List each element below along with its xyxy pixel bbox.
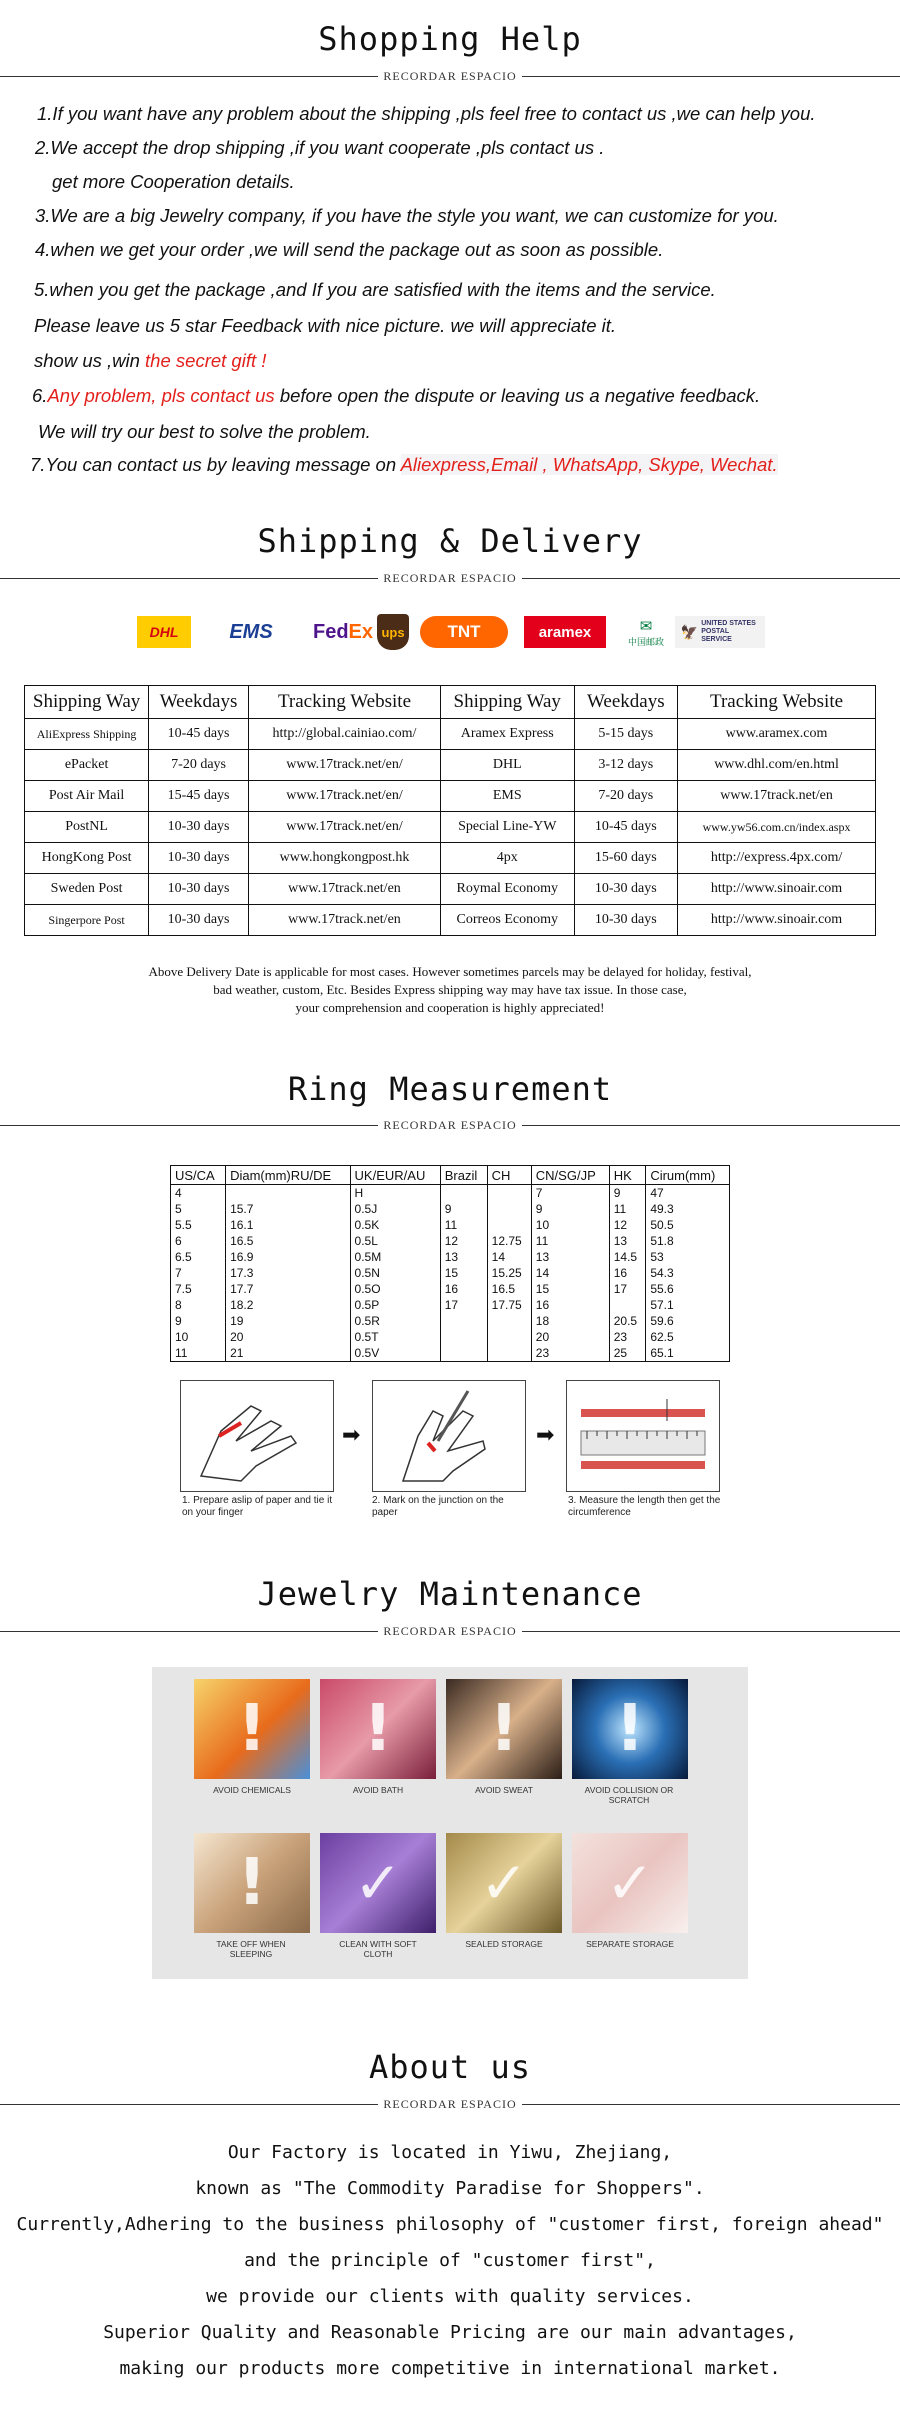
table-cell: Post Air Mail [25,781,149,812]
table-header-row [171,1166,730,1185]
table-row [171,1233,730,1249]
contact-channels-text: Aliexpress,Email , WhatsApp, Skype, Wechat. [400,454,778,475]
about-line-4: and the principle of "customer first", [244,2250,656,2271]
table-cell: Aramex Express [440,719,574,750]
table-cell: 14 [531,1265,609,1281]
help-line-6: 6.Any problem, pls contact us before open the dispute or leaving us a negative feedback. [32,385,761,406]
secret-gift-text: the secret gift ! [145,350,267,371]
table-cell [487,1313,531,1329]
aramex-logo: aramex [524,616,606,648]
table-row [171,1281,730,1297]
ups-logo: ups [377,614,409,650]
maintenance-panel [152,1667,748,1979]
table-cell: Singerpore Post [25,905,149,936]
column-header: CH [487,1166,531,1185]
table-cell: 49.3 [646,1201,730,1217]
table-cell: 16 [440,1281,487,1297]
table-cell: www.17track.net/en/ [248,781,440,812]
ruler-icon [567,1381,719,1491]
table-cell [226,1185,350,1202]
section-title-ring: Ring Measurement [287,1070,613,1108]
table-row [171,1329,730,1345]
table-cell: 12 [609,1217,646,1233]
table-cell: 16.1 [226,1217,350,1233]
tile-caption: AVOID COLLISION OR SCRATCH [584,1785,674,1805]
table-cell: HongKong Post [25,843,149,874]
table-cell: 16 [531,1297,609,1313]
table-cell: 4px [440,843,574,874]
table-cell: 17.75 [487,1297,531,1313]
table-cell: 10-45 days [574,812,678,843]
contact-us-text: Any problem, pls contact us [47,385,275,406]
warning-mark-icon: ! [237,1692,267,1766]
column-header: CN/SG/JP [531,1166,609,1185]
table-cell: H [350,1185,440,1202]
table-cell [487,1329,531,1345]
table-cell: 6.5 [171,1249,226,1265]
tile-caption: SEALED STORAGE [465,1939,543,1949]
check-mark-icon: ✓ [479,1849,529,1917]
table-cell: 16.9 [226,1249,350,1265]
table-cell: www.17track.net/en/ [248,750,440,781]
fedex-logo: Fed Ex [312,620,374,643]
table-cell: 18 [531,1313,609,1329]
table-cell: www.17track.net/en/ [248,812,440,843]
section-title-about: About us [368,2048,532,2086]
table-cell: 15 [531,1281,609,1297]
help-line-1: 1.If you want have any problem about the shipping ,pls feel free to contact us ,we can help you. [37,103,816,124]
warning-mark-icon: ! [489,1692,519,1766]
table-row [25,750,876,781]
table-cell: AliExpress Shipping [25,719,149,750]
table-cell: 13 [531,1249,609,1265]
table-cell: 4 [171,1185,226,1202]
table-row [171,1201,730,1217]
table-cell: 10 [171,1329,226,1345]
table-cell [609,1297,646,1313]
dhl-logo: DHL [137,616,191,648]
table-cell: 14.5 [609,1249,646,1265]
warning-mark-icon: ! [615,1692,645,1766]
table-cell: 9 [531,1201,609,1217]
tile-caption: CLEAN WITH SOFT CLOTH [339,1939,417,1959]
section-subtitle: RECORDAR ESPACIO [0,2095,900,2115]
table-row [25,843,876,874]
table-cell: 0.5M [350,1249,440,1265]
table-cell [440,1185,487,1202]
ring-size-table [170,1165,730,1362]
table-cell: 5 [171,1201,226,1217]
table-row [171,1345,730,1362]
table-cell: 10-30 days [149,905,249,936]
table-row [25,905,876,936]
tile-caption: TAKE OFF WHEN SLEEPING [216,1939,286,1959]
table-row [171,1185,730,1202]
carrier-logos [135,610,765,654]
table-cell: 13 [440,1249,487,1265]
table-cell: 20.5 [609,1313,646,1329]
ems-logo: EMS [229,620,273,643]
table-cell: 11 [531,1233,609,1249]
table-cell: Correos Economy [440,905,574,936]
help-line-5: 5.when you get the package ,and If you are satisfied with the items and the service. [34,279,716,300]
help-line-5c: show us ,win the secret gift ! [34,350,267,371]
table-cell: www.dhl.com/en.html [678,750,876,781]
measure-step-3-illustration [566,1380,720,1492]
mark-pen-icon [373,1381,525,1491]
delivery-note: Above Delivery Date is applicable for most cases. However sometimes parcels may be delayed for holiday, festival, bad weather, custom, Etc. Besides Express shipping way may have tax issue. In those case, your comprehension and cooperation is highly appreciated! [148,964,752,1015]
column-header: Shipping Way [440,686,574,719]
warning-mark-icon: ! [237,1846,267,1920]
table-cell: Special Line-YW [440,812,574,843]
table-cell: 16 [609,1265,646,1281]
table-cell: 13 [609,1233,646,1249]
table-cell: www.17track.net/en [248,874,440,905]
table-row [25,812,876,843]
table-cell: 17.3 [226,1265,350,1281]
help-line-7: 7.You can contact us by leaving message on Aliexpress,Email , WhatsApp, Skype, Wechat. [30,454,778,475]
table-cell: 7-20 days [149,750,249,781]
table-cell [487,1217,531,1233]
table-cell: 47 [646,1185,730,1202]
table-cell: 9 [171,1313,226,1329]
table-cell: 7 [171,1265,226,1281]
table-cell: 10-30 days [149,874,249,905]
table-cell: 23 [609,1329,646,1345]
column-header: Tracking Website [678,686,876,719]
column-header: Weekdays [149,686,249,719]
hand-paper-icon [181,1381,333,1491]
table-cell: 17 [440,1297,487,1313]
table-cell: 6 [171,1233,226,1249]
table-cell: 14 [487,1249,531,1265]
table-cell [487,1345,531,1362]
table-cell: 7.5 [171,1281,226,1297]
column-header: Cirum(mm) [646,1166,730,1185]
table-cell: 15.25 [487,1265,531,1281]
table-cell: 0.5R [350,1313,440,1329]
table-cell: 51.8 [646,1233,730,1249]
table-cell: www.17track.net/en [248,905,440,936]
table-cell: 57.1 [646,1297,730,1313]
section-title-shipping: Shipping & Delivery [257,522,643,560]
table-cell: 11 [440,1217,487,1233]
table-cell: http://www.sinoair.com [678,905,876,936]
table-cell: 9 [440,1201,487,1217]
arrow-right-icon: ➡ [342,1422,361,1447]
table-cell: 3-12 days [574,750,678,781]
table-row [25,781,876,812]
tile-caption: SEPARATE STORAGE [586,1939,674,1949]
table-cell: http://express.4px.com/ [678,843,876,874]
table-cell: 10-30 days [574,874,678,905]
column-header: HK [609,1166,646,1185]
table-row [171,1297,730,1313]
check-mark-icon: ✓ [353,1849,403,1917]
measure-step-3-caption: 3. Measure the length then get the circumference [568,1495,721,1518]
table-cell: 12 [440,1233,487,1249]
tile-caption: AVOID SWEAT [475,1785,533,1795]
table-cell: 17.7 [226,1281,350,1297]
column-header: UK/EUR/AU [350,1166,440,1185]
section-title-maintenance: Jewelry Maintenance [257,1575,643,1613]
shipping-table [24,685,876,936]
measure-step-2-caption: 2. Mark on the junction on the paper [372,1495,504,1518]
measure-step-1-caption: 1. Prepare aslip of paper and tie it on your finger [182,1495,333,1518]
table-cell: 0.5V [350,1345,440,1362]
table-cell: 20 [226,1329,350,1345]
table-cell: 15-60 days [574,843,678,874]
help-line-2b: get more Cooperation details. [52,171,295,192]
table-cell: www.aramex.com [678,719,876,750]
section-title-shopping-help: Shopping Help [318,20,582,58]
table-cell: 7-20 days [574,781,678,812]
table-cell: 0.5P [350,1297,440,1313]
table-cell: 59.6 [646,1313,730,1329]
help-line-5b: Please leave us 5 star Feedback with nice picture. we will appreciate it. [34,315,617,336]
table-cell: 53 [646,1249,730,1265]
usps-logo: 🦅 UNITED STATES POSTAL SERVICE [675,616,765,648]
table-cell: 16.5 [226,1233,350,1249]
table-cell: Roymal Economy [440,874,574,905]
table-cell: 17 [609,1281,646,1297]
measure-step-2-illustration [372,1380,526,1492]
help-line-2: 2.We accept the drop shipping ,if you want cooperate ,pls contact us . [35,137,605,158]
table-cell: 0.5T [350,1329,440,1345]
table-cell: 55.6 [646,1281,730,1297]
table-cell: http://www.sinoair.com [678,874,876,905]
tile-caption: AVOID BATH [352,1785,404,1795]
table-cell: 5.5 [171,1217,226,1233]
table-cell: 10-30 days [149,843,249,874]
table-cell: 16.5 [487,1281,531,1297]
measure-step-1-illustration [180,1380,334,1492]
table-cell [440,1313,487,1329]
section-subtitle: RECORDAR ESPACIO [0,1116,900,1136]
about-line-6: Superior Quality and Reasonable Pricing are our main advantages, [103,2322,797,2343]
table-cell: 10-30 days [574,905,678,936]
table-cell: 10 [531,1217,609,1233]
table-row [171,1249,730,1265]
table-cell: ePacket [25,750,149,781]
table-cell: 62.5 [646,1329,730,1345]
china-post-logo: ✉ 中国邮政 [627,617,664,647]
help-line-4: 4.when we get your order ,we will send the package out as soon as possible. [35,239,664,260]
table-cell: 18.2 [226,1297,350,1313]
table-cell: 7 [531,1185,609,1202]
table-cell: 0.5N [350,1265,440,1281]
table-cell: 0.5L [350,1233,440,1249]
table-cell: Sweden Post [25,874,149,905]
about-line-3: Currently,Adhering to the business philosophy of "customer first, foreign ahead" [16,2214,884,2235]
table-cell: DHL [440,750,574,781]
table-row [25,719,876,750]
table-cell: 21 [226,1345,350,1362]
about-line-7: making our products more competitive in international market. [119,2358,781,2379]
table-cell: 23 [531,1345,609,1362]
table-cell: www.yw56.com.cn/index.aspx [678,812,876,843]
column-header: US/CA [171,1166,226,1185]
table-cell: 10-30 days [149,812,249,843]
column-header: Shipping Way [25,686,149,719]
table-cell: 25 [609,1345,646,1362]
section-subtitle: RECORDAR ESPACIO [0,1622,900,1642]
table-cell [440,1329,487,1345]
table-row [171,1265,730,1281]
table-cell: 15-45 days [149,781,249,812]
table-header-row [25,686,876,719]
table-cell: www.hongkongpost.hk [248,843,440,874]
table-cell: 0.5K [350,1217,440,1233]
section-subtitle: RECORDAR ESPACIO [0,67,900,87]
table-cell: 11 [171,1345,226,1362]
table-cell: EMS [440,781,574,812]
table-cell: http://global.cainiao.com/ [248,719,440,750]
arrow-right-icon: ➡ [536,1422,555,1447]
column-header: Weekdays [574,686,678,719]
table-cell [487,1201,531,1217]
about-line-5: we provide our clients with quality services. [206,2286,694,2307]
check-mark-icon: ✓ [605,1849,655,1917]
table-cell [440,1345,487,1362]
column-header: Brazil [440,1166,487,1185]
table-cell: 11 [609,1201,646,1217]
table-cell: 5-15 days [574,719,678,750]
tnt-logo: TNT [420,616,508,648]
help-line-3: 3.We are a big Jewelry company, if you have the style you want, we can customize for you. [35,205,779,226]
table-cell: 20 [531,1329,609,1345]
table-cell: 12.75 [487,1233,531,1249]
table-cell: 50.5 [646,1217,730,1233]
table-cell: www.17track.net/en [678,781,876,812]
about-line-1: Our Factory is located in Yiwu, Zhejiang, [227,2142,673,2163]
table-row [171,1313,730,1329]
table-row [25,874,876,905]
section-subtitle: RECORDAR ESPACIO [0,569,900,589]
table-cell: 0.5O [350,1281,440,1297]
table-cell: 19 [226,1313,350,1329]
table-cell: 15.7 [226,1201,350,1217]
warning-mark-icon: ! [363,1692,393,1766]
table-cell: 8 [171,1297,226,1313]
table-cell: PostNL [25,812,149,843]
table-cell: 9 [609,1185,646,1202]
tile-caption: AVOID CHEMICALS [213,1785,291,1795]
column-header: Tracking Website [248,686,440,719]
table-cell: 54.3 [646,1265,730,1281]
help-line-6d: We will try our best to solve the problem. [38,421,371,442]
about-line-2: known as "The Commodity Paradise for Shoppers". [195,2178,705,2199]
table-cell [487,1185,531,1202]
table-cell: 65.1 [646,1345,730,1362]
table-cell: 10-45 days [149,719,249,750]
table-cell: 0.5J [350,1201,440,1217]
table-cell: 15 [440,1265,487,1281]
column-header: Diam(mm)RU/DE [226,1166,350,1185]
table-row [171,1217,730,1233]
